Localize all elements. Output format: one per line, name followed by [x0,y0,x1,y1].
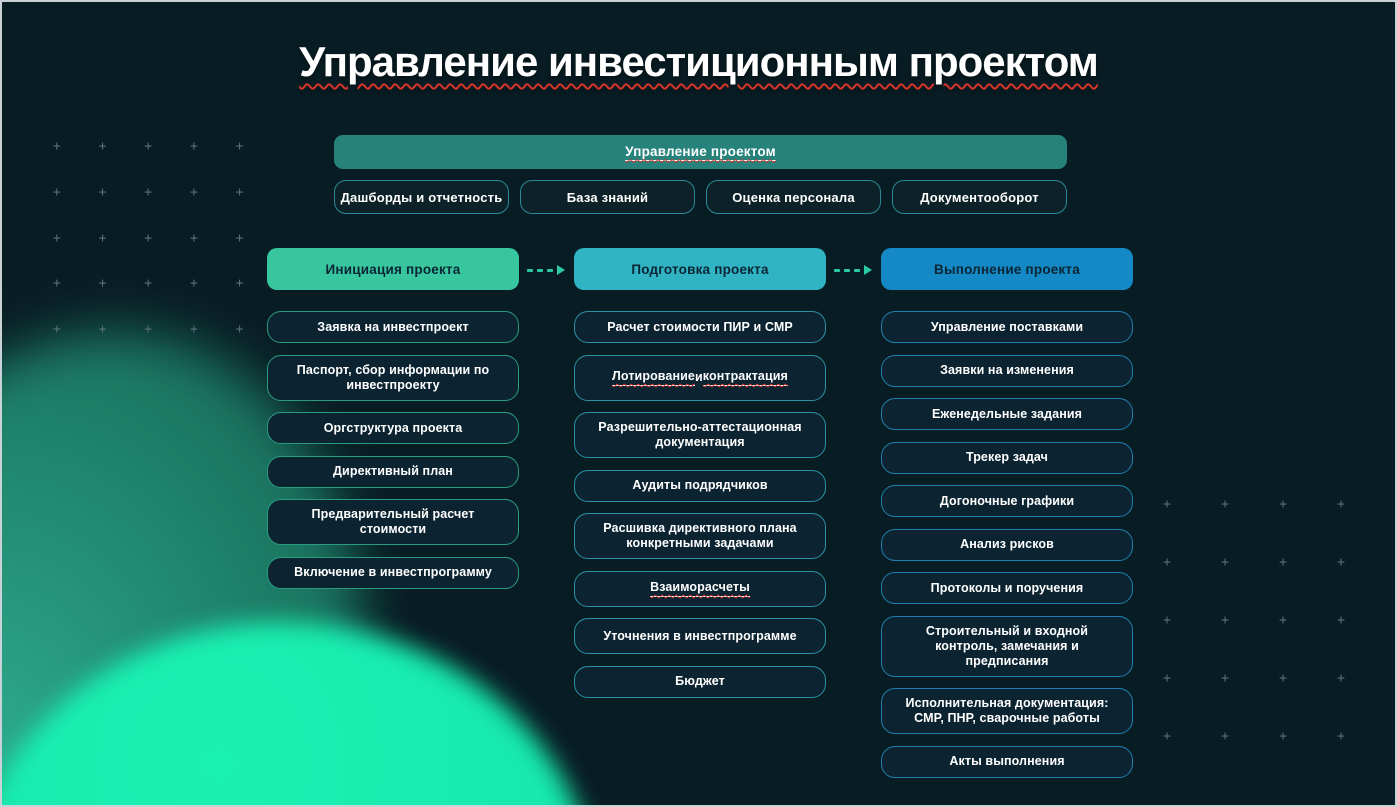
top-pill-2[interactable]: Оценка персонала [706,180,881,214]
plus-icon: + [98,230,107,246]
plus-icon: + [1163,670,1171,686]
item[interactable]: Оргструктура проекта [267,412,519,444]
plus-icon: + [235,322,244,338]
column-items-0 [267,311,519,589]
plus-icon: + [1279,728,1287,744]
plus-icon: + [1337,670,1345,686]
plus-icon: + [98,322,107,338]
top-pill-1[interactable]: База знаний [520,180,695,214]
plus-icon: + [235,276,244,292]
plus-icon: + [144,230,153,246]
plus-icon: + [189,276,198,292]
plus-icon: + [1221,728,1229,744]
columns-wrap [267,248,1133,778]
item[interactable]: Директивный план [267,456,519,488]
plus-icon: + [1279,554,1287,570]
item[interactable]: Бюджет [574,666,826,698]
item[interactable]: Включение в инвестпрограмму [267,557,519,589]
plus-icon: + [1221,670,1229,686]
plus-icon: + [1221,554,1229,570]
top-pill-0[interactable]: Дашборды и отчетность [334,180,509,214]
top-pills [334,180,1067,214]
plus-icon: + [189,322,198,338]
page-title: Управление инвестиционным проектом [299,38,1098,85]
plus-icon: + [52,230,61,246]
flow-arrow-icon [832,265,874,275]
plus-icon: + [189,230,198,246]
plus-icon: + [189,139,198,155]
plus-icon: + [1163,612,1171,628]
underlined-word: Взаиморасчеты [650,580,750,597]
item[interactable]: Предварительный расчет стоимости [267,499,519,545]
banner-label: Управление проектом [625,143,776,159]
plus-icon: + [52,139,61,155]
item[interactable]: Разрешительно-аттестационная документация [574,412,826,458]
item[interactable]: Трекер задач [881,442,1133,474]
item[interactable]: Уточнения в инвестпрограмме [574,618,826,654]
underlined-word: контрактация [703,369,788,386]
item[interactable]: Лотирование и контрактация [574,355,826,401]
plus-icon: + [52,276,61,292]
plus-icon: + [98,185,107,201]
column-1 [574,248,826,778]
project-management-banner[interactable] [334,135,1067,169]
plus-icon: + [1337,612,1345,628]
plus-icon: + [1337,496,1345,512]
plus-grid-right [1138,475,1370,765]
plus-icon: + [98,276,107,292]
plus-icon: + [1279,670,1287,686]
plus-icon: + [144,276,153,292]
column-header-0[interactable]: Инициация проекта [267,248,519,290]
column-items-1 [574,311,826,698]
item[interactable]: Догоночные графики [881,485,1133,517]
plus-icon: + [1163,496,1171,512]
item[interactable]: Расчет стоимости ПИР и СМР [574,311,826,343]
top-pill-3[interactable]: Документооборот [892,180,1067,214]
plus-icon: + [144,185,153,201]
item[interactable]: Управление поставками [881,311,1133,343]
item[interactable]: Расшивка директивного плана конкретными задачами [574,513,826,559]
item[interactable]: Заявки на изменения [881,355,1133,387]
item[interactable]: Исполнительная документация: СМР, ПНР, сварочные работы [881,688,1133,734]
column-items-2 [881,311,1133,778]
plus-icon: + [1163,728,1171,744]
column-0 [267,248,519,778]
item[interactable]: Строительный и входной контроль, замечания и предписания [881,616,1133,677]
plus-icon: + [1279,496,1287,512]
plus-icon: + [235,185,244,201]
flow-arrow-icon [525,265,567,275]
item[interactable]: Протоколы и поручения [881,572,1133,604]
plus-icon: + [189,185,198,201]
plus-icon: + [1337,554,1345,570]
item[interactable]: Заявка на инвестпроект [267,311,519,343]
plus-icon: + [1221,496,1229,512]
item[interactable]: Паспорт, сбор информации по инвестпроекту [267,355,519,401]
plus-icon: + [52,322,61,338]
plus-icon: + [1279,612,1287,628]
item[interactable] [574,571,826,607]
plus-icon: + [1221,612,1229,628]
item[interactable]: Еженедельные задания [881,398,1133,430]
plus-icon: + [98,139,107,155]
column-2 [881,248,1133,778]
plus-icon: + [235,230,244,246]
column-header-1[interactable]: Подготовка проекта [574,248,826,290]
plus-icon: + [144,139,153,155]
plus-icon: + [1163,554,1171,570]
column-header-2[interactable]: Выполнение проекта [881,248,1133,290]
plus-icon: + [52,185,61,201]
item[interactable]: Анализ рисков [881,529,1133,561]
underlined-word: Лотирование [612,369,695,386]
plus-icon: + [1337,728,1345,744]
plus-icon: + [235,139,244,155]
plus-icon: + [144,322,153,338]
plus-grid-left [34,124,262,352]
item[interactable]: Акты выполнения [881,746,1133,778]
item[interactable]: Аудиты подрядчиков [574,470,826,502]
